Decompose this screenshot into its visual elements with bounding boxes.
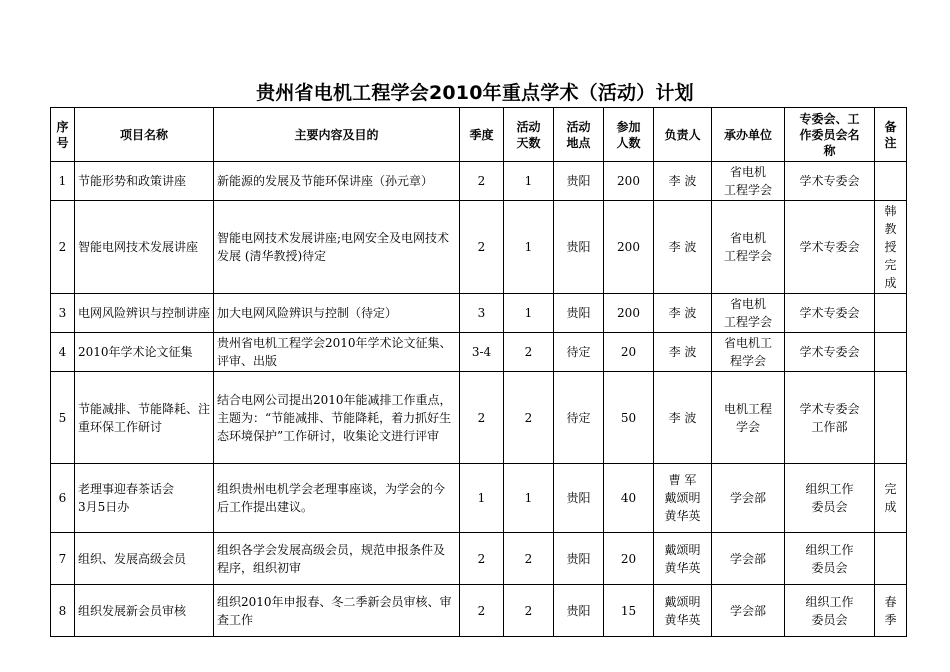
cell-name: 老理事迎春茶话会 3月5日办: [75, 464, 214, 533]
cell-participants: 15: [604, 585, 654, 637]
cell-notes: 完 成: [875, 464, 907, 533]
cell-organizer: 学会部: [712, 464, 785, 533]
cell-no: 2: [51, 201, 75, 294]
cell-committee: 学术专委会 工作部: [785, 372, 875, 464]
cell-leader: 李 波: [654, 201, 712, 294]
document-title: 贵州省电机工程学会2010年重点学术（活动）计划: [256, 82, 694, 104]
cell-committee: 组织工作 委员会: [785, 533, 875, 585]
cell-leader: 李 波: [654, 294, 712, 333]
cell-leader: 李 波: [654, 372, 712, 464]
cell-location: 待定: [554, 372, 604, 464]
cell-season: 2: [460, 533, 504, 585]
cell-name: 节能形势和政策讲座: [75, 162, 214, 201]
cell-content: 贵州省电机工程学会2010年学术论文征集、评审、出版: [214, 333, 460, 372]
header-no: 序 号: [51, 108, 75, 162]
cell-days: 1: [504, 464, 554, 533]
cell-content: 组织贵州电机学会老理事座谈，为学会的今后工作提出建议。: [214, 464, 460, 533]
cell-committee: 组织工作 委员会: [785, 585, 875, 637]
cell-days: 2: [504, 333, 554, 372]
table-row: [51, 585, 907, 637]
cell-leader: 曹 军 戴颂明 黄华英: [654, 464, 712, 533]
cell-name: 组织、发展高级会员: [75, 533, 214, 585]
cell-participants: 20: [604, 533, 654, 585]
cell-notes: 春 季: [875, 585, 907, 637]
cell-name: 智能电网技术发展讲座: [75, 201, 214, 294]
cell-organizer: 省电机工 程学会: [712, 333, 785, 372]
table-header-row: [51, 108, 907, 162]
cell-name: 节能减排、节能降耗、注重环保工作研讨: [75, 372, 214, 464]
cell-content: 智能电网技术发展讲座;电网安全及电网技术发展 (清华教授)待定: [214, 201, 460, 294]
cell-season: 3: [460, 294, 504, 333]
header-committee: 专委会、工 作委员会名 称: [785, 108, 875, 162]
cell-leader: 李 波: [654, 162, 712, 201]
cell-committee: 学术专委会: [785, 201, 875, 294]
table-row: [51, 533, 907, 585]
header-organizer: 承办单位: [712, 108, 785, 162]
cell-location: 贵阳: [554, 162, 604, 201]
cell-season: 2: [460, 585, 504, 637]
table-row: [51, 162, 907, 201]
cell-no: 8: [51, 585, 75, 637]
header-content: 主要内容及目的: [214, 108, 460, 162]
cell-participants: 200: [604, 162, 654, 201]
cell-committee: 学术专委会: [785, 162, 875, 201]
header-notes: 备 注: [875, 108, 907, 162]
cell-organizer: 省电机 工程学会: [712, 162, 785, 201]
cell-content: 组织各学会发展高级会员，规范申报条件及程序，组织初审: [214, 533, 460, 585]
cell-committee: 学术专委会: [785, 333, 875, 372]
table-row: [51, 201, 907, 294]
cell-no: 6: [51, 464, 75, 533]
cell-participants: 40: [604, 464, 654, 533]
cell-no: 3: [51, 294, 75, 333]
table-row: [51, 333, 907, 372]
table-row: [51, 372, 907, 464]
header-season: 季度: [460, 108, 504, 162]
cell-committee: 组织工作 委员会: [785, 464, 875, 533]
cell-name: 组织发展新会员审核: [75, 585, 214, 637]
cell-days: 1: [504, 201, 554, 294]
table-row: [51, 464, 907, 533]
cell-content: 新能源的发展及节能环保讲座（孙元章）: [214, 162, 460, 201]
header-leader: 负责人: [654, 108, 712, 162]
cell-season: 3-4: [460, 333, 504, 372]
cell-content: 结合电网公司提出2010年能减排工作重点，主题为：“节能减排、节能降耗，着力抓好生态环境保护”工作研讨，收集论文进行评审: [214, 372, 460, 464]
cell-organizer: 电机工程 学会: [712, 372, 785, 464]
cell-season: 2: [460, 162, 504, 201]
cell-season: 1: [460, 464, 504, 533]
cell-notes: [875, 533, 907, 585]
cell-organizer: 省电机 工程学会: [712, 201, 785, 294]
cell-notes: [875, 294, 907, 333]
cell-participants: 20: [604, 333, 654, 372]
header-location: 活动 地点: [554, 108, 604, 162]
cell-committee: 学术专委会: [785, 294, 875, 333]
cell-days: 2: [504, 585, 554, 637]
cell-organizer: 学会部: [712, 533, 785, 585]
cell-location: 贵阳: [554, 464, 604, 533]
cell-leader: 戴颂明 黄华英: [654, 585, 712, 637]
cell-no: 1: [51, 162, 75, 201]
cell-leader: 戴颂明 黄华英: [654, 533, 712, 585]
cell-no: 7: [51, 533, 75, 585]
header-days: 活动 天数: [504, 108, 554, 162]
cell-days: 1: [504, 162, 554, 201]
cell-organizer: 省电机 工程学会: [712, 294, 785, 333]
cell-days: 1: [504, 294, 554, 333]
header-participants: 参加 人数: [604, 108, 654, 162]
header-name: 项目名称: [75, 108, 214, 162]
cell-participants: 50: [604, 372, 654, 464]
cell-location: 待定: [554, 333, 604, 372]
cell-season: 2: [460, 201, 504, 294]
cell-no: 5: [51, 372, 75, 464]
cell-participants: 200: [604, 294, 654, 333]
cell-location: 贵阳: [554, 201, 604, 294]
cell-participants: 200: [604, 201, 654, 294]
cell-notes: 韩 教 授 完 成: [875, 201, 907, 294]
cell-notes: [875, 333, 907, 372]
cell-organizer: 学会部: [712, 585, 785, 637]
cell-notes: [875, 372, 907, 464]
cell-content: 加大电网风险辨识与控制（待定）: [214, 294, 460, 333]
cell-days: 2: [504, 372, 554, 464]
activity-plan-table: [50, 107, 907, 637]
cell-notes: [875, 162, 907, 201]
cell-days: 2: [504, 533, 554, 585]
cell-season: 2: [460, 372, 504, 464]
cell-name: 2010年学术论文征集: [75, 333, 214, 372]
cell-content: 组织2010年申报春、冬二季新会员审核、审查工作: [214, 585, 460, 637]
cell-no: 4: [51, 333, 75, 372]
cell-location: 贵阳: [554, 585, 604, 637]
cell-name: 电网风险辨识与控制讲座: [75, 294, 214, 333]
cell-location: 贵阳: [554, 294, 604, 333]
table-row: [51, 294, 907, 333]
cell-leader: 李 波: [654, 333, 712, 372]
cell-location: 贵阳: [554, 533, 604, 585]
